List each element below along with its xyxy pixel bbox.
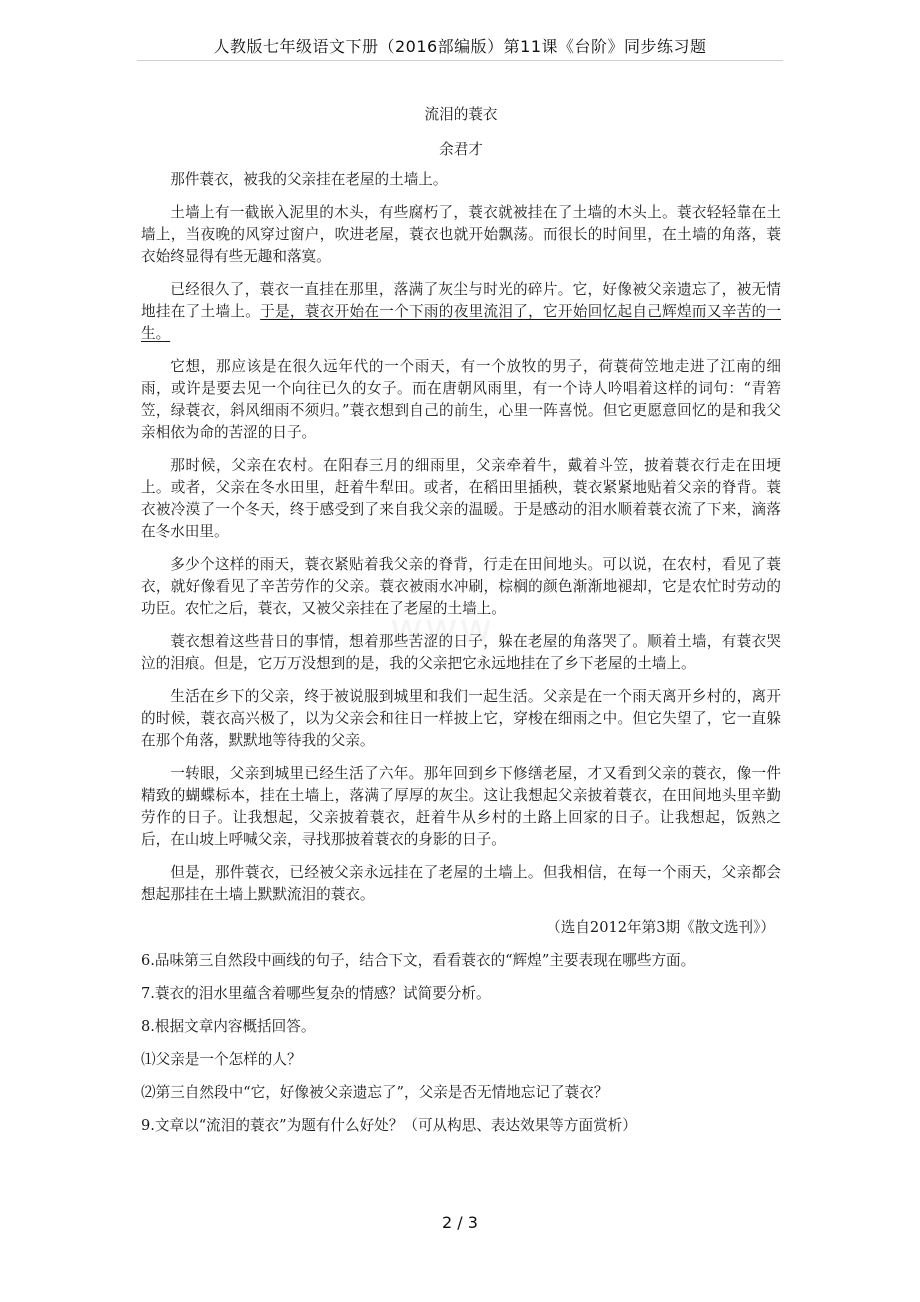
paragraph-7: 蓑衣想着这些昔日的事情，想着那些苦涩的日子，躲在老屋的角落哭了。顺着土墙，有蓑衣哭泣的泪痕。但是，它万万没想到的是，我的父亲把它永远地挂在了乡下老屋的土墙上。	[141, 633, 781, 672]
article-title: 流泪的蓑衣	[424, 106, 498, 123]
question-7: 7.蓑衣的泪水里蕴含着哪些复杂的情感？试简要分析。	[141, 985, 491, 1002]
paragraph-10: 但是，那件蓑衣，已经被父亲永远挂在了老屋的土墙上。但我相信，在每一个雨天，父亲都会想起那挂在土墙上默默流泪的蓑衣。	[141, 864, 781, 903]
question-9: 9.文章以“流泪的蓑衣”为题有什么好处？（可从构思、表达效果等方面赏析）	[141, 1117, 637, 1134]
paragraph-1: 那件蓑衣，被我的父亲挂在老屋的土墙上。	[170, 171, 448, 188]
question-8-sub-1: ⑴父亲是一个怎样的人？	[141, 1051, 302, 1068]
article-source: （选自2012年第3期《散文选刊》）	[546, 919, 775, 936]
question-8: 8.根据文章内容概括回答。	[141, 1018, 316, 1035]
paragraph-5: 那时候，父亲在农村。在阳春三月的细雨里，父亲牵着牛，戴着斗笠，披着蓑衣行走在田埂上。或者，父亲在冬水田里，赶着牛犁田。或者，在稻田里插秧，蓑衣紧紧地贴着父亲的脊背。蓑衣被冷漠了一个冬天，终于感受到了来自我父亲的温暖。于是感动的泪水顺着蓑衣流了下来，滴落在冬水田里。	[141, 457, 781, 540]
underlined-sentence: 于是，蓑衣开始在一个下雨的夜里流泪了，它开始回忆起自己辉煌而又辛苦的一生。	[141, 303, 781, 342]
article-author: 余君才	[439, 141, 483, 158]
page-header: 人教版七年级语文下册（2016部编版）第11课《台阶》同步练习题	[213, 37, 707, 56]
document-body	[141, 104, 781, 1148]
header-divider	[137, 60, 783, 61]
paragraph-6: 多少个这样的雨天，蓑衣紧贴着我父亲的脊背，行走在田间地头。可以说，在农村，看见了蓑衣，就好像看见了辛苦劳作的父亲。蓑衣被雨水冲刷，棕榈的颜色渐渐地褪却，它是农忙时劳动的功臣。农忙之后，蓑衣，又被父亲挂在了老屋的土墙上。	[141, 556, 781, 617]
page-number: 2 / 3	[442, 1213, 478, 1232]
paragraph-3	[141, 279, 781, 345]
question-6: 6.品味第三自然段中画线的句子，结合下文，看看蓑衣的“辉煌”主要表现在哪些方面。	[141, 952, 696, 969]
paragraph-9: 一转眼，父亲到城里已经生活了六年。那年回到乡下修缮老屋，才又看到父亲的蓑衣，像一件精致的蝴蝶标本，挂在土墙上，落满了厚厚的灰尘。这让我想起父亲披着蓑衣，在田间地头里辛勤劳作的日子。让我想起，父亲披着蓑衣，赶着牛从乡村的土路上回家的日子。让我想起，饭熟之后，在山坡上呼喊父亲，寻找那披着蓑衣的身影的日子。	[141, 765, 781, 848]
paragraph-8: 生活在乡下的父亲，终于被说服到城里和我们一起生活。父亲是在一个雨天离开乡村的，离开的时候，蓑衣高兴极了，以为父亲会和往日一样披上它，穿梭在细雨之中。但它失望了，它一直躲在那个角落，默默地等待我的父亲。	[141, 688, 781, 749]
paragraph-3-text: 已经很久了，蓑衣一直挂在那里，落满了灰尘与时光的碎片。它，好像被父亲遗忘了，被无情地挂在了土墙上。	[141, 281, 781, 320]
question-8-sub-2: ⑵第三自然段中“它，好像被父亲遗忘了”，父亲是否无情地忘记了蓑衣？	[141, 1084, 609, 1101]
paragraph-2: 土墙上有一截嵌入泥里的木头，有些腐朽了，蓑衣就被挂在了土墙的木头上。蓑衣轻轻靠在土墙上，当夜晚的风穿过窗户，吹进老屋，蓑衣也就开始飘荡。而很长的时间里，在土墙的角落，蓑衣始终显得有些无趣和落寞。	[141, 204, 781, 265]
paragraph-4: 它想，那应该是在很久远年代的一个雨天，有一个放牧的男子，荷蓑荷笠地走进了江南的细雨，或许是要去见一个向往已久的女子。而在唐朝风雨里，有一个诗人吟唱着这样的词句：“青箬笠，绿蓑衣，斜风细雨不须归。”蓑衣想到自己的前生，心里一阵喜悦。但它更愿意回忆的是和我父亲相依为命的苦涩的日子。	[141, 358, 781, 441]
